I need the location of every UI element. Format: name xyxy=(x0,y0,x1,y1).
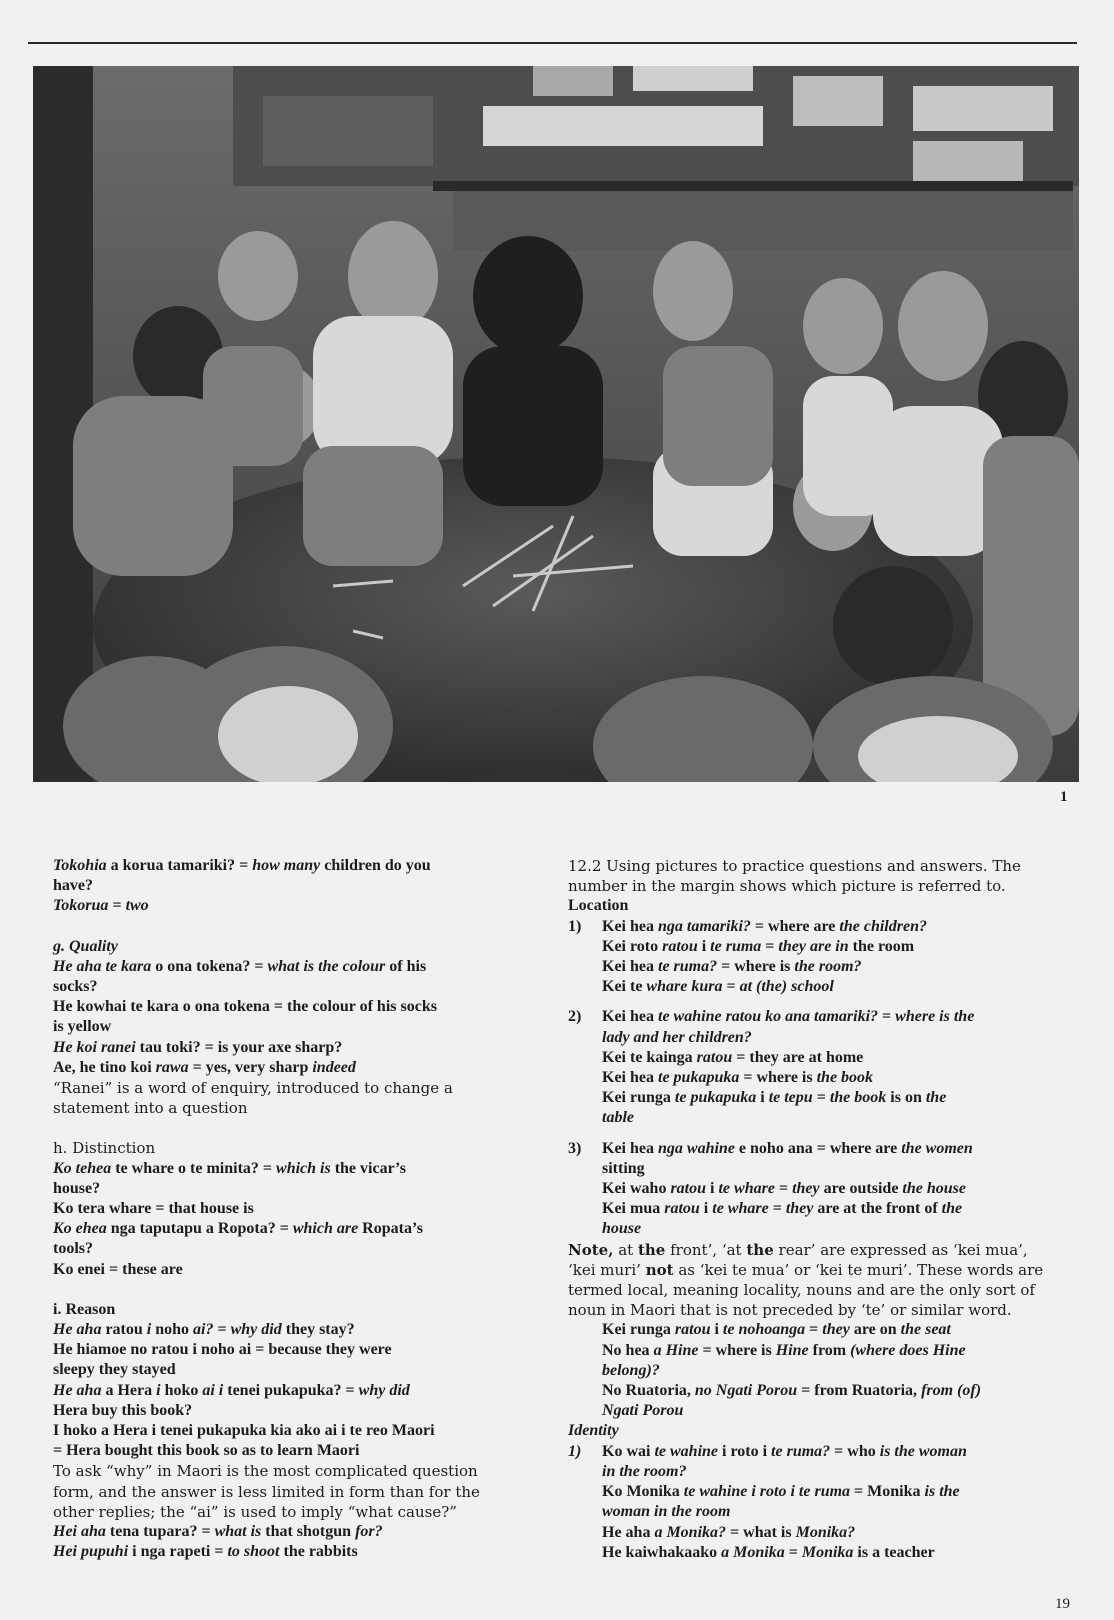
text-line: statement into a question xyxy=(53,1099,248,1118)
text-line: belong)? xyxy=(602,1361,660,1379)
text-line: Kei roto ratou i te ruma = they are in the room xyxy=(602,937,915,955)
text-line: woman in the room xyxy=(602,1503,731,1521)
text-line: house xyxy=(602,1220,642,1238)
text-line: Ae, he tino koi rawa = yes, very sharp indeed xyxy=(53,1058,356,1076)
text-line: He koi ranei tau toki? = is your axe sharp? xyxy=(53,1038,343,1056)
text-line: house? xyxy=(53,1179,101,1197)
text-line: Ko ehea nga taputapu a Ropota? = which are Ropata’s xyxy=(53,1220,423,1238)
text-line: Hei aha tena tupara? = what is that shotgun for? xyxy=(53,1523,383,1541)
photo-illustration xyxy=(33,66,1079,782)
text-line: He aha ratou i noho ai? = why did they stay? xyxy=(53,1321,355,1339)
left-column xyxy=(53,856,520,1563)
text-line: Kei hea te ruma? = where is the room? xyxy=(602,958,862,976)
text-line: Tokohia a korua tamariki? = how many children do you xyxy=(53,857,431,874)
numbered-item xyxy=(568,1007,1072,1128)
numbered-item xyxy=(568,1442,1072,1563)
text-line: He kowhai te kara o ona tokena = the colour of his socks xyxy=(53,998,437,1016)
text-line: noun in Maori that is not preceded by ‘te’ or similar word. xyxy=(568,1301,1012,1320)
top-rule xyxy=(28,42,1077,44)
text-line: socks? xyxy=(53,978,98,996)
text-line: I hoko a Hera i tenei pukapuka kia ako ai i te reo Maori xyxy=(53,1422,435,1440)
text-line: Kei te kainga ratou = they are at home xyxy=(602,1048,864,1066)
item-number: 1) xyxy=(568,1442,582,1460)
item-number: 3) xyxy=(568,1139,582,1157)
photo-number: 1 xyxy=(1060,789,1068,805)
text-line: Hera buy this book? xyxy=(53,1401,193,1419)
text-line: He aha te kara o ona tokena? = what is the colour of his xyxy=(53,957,427,975)
text-line: He hiamoe no ratou i noho ai = because they were xyxy=(53,1341,392,1359)
text-line: Kei te whare kura = at (the) school xyxy=(602,978,834,996)
text-line: in the room? xyxy=(602,1462,687,1480)
numbered-item xyxy=(568,1139,1072,1240)
item-number: 1) xyxy=(568,917,582,935)
text-line: “Ranei” is a word of enquiry, introduced to change a xyxy=(53,1079,453,1098)
text-line: other replies; the “ai” is used to imply “what cause?” xyxy=(53,1502,457,1521)
text-line: He aha a Monika? = what is Monika? xyxy=(602,1523,856,1541)
text-line: Kei runga ratou i te nohoanga = they are on the seat xyxy=(602,1321,951,1339)
text-line: Ko wai te wahine i roto i te ruma? = who is the woman xyxy=(602,1442,967,1460)
section-heading: h. Distinction xyxy=(53,1139,156,1158)
text-line: Ko enei = these are xyxy=(53,1260,183,1278)
text-line: Kei hea te wahine ratou ko ana tamariki? = where is the xyxy=(602,1008,975,1026)
text-line: No hea a Hine = where is Hine from (where does Hine xyxy=(602,1341,966,1359)
text-line: Kei hea nga tamariki? = where are the children? xyxy=(602,917,927,935)
text-line: Ko tehea te whare o te minita? = which is the vicar’s xyxy=(53,1159,406,1177)
page-number: 19 xyxy=(1055,1596,1070,1612)
text-line: Ko Monika te wahine i roto i te ruma = Monika is the xyxy=(602,1483,960,1501)
text-line: No Ruatoria, no Ngati Porou = from Ruatoria, from (of) xyxy=(602,1382,982,1400)
text-line: lady and her children? xyxy=(602,1028,752,1046)
text-line: Ngati Porou xyxy=(602,1402,684,1420)
text-line: Kei runga te pukapuka i te tepu = the book is on the xyxy=(602,1089,947,1107)
text-line: Hei pupuhi i nga rapeti = to shoot the rabbits xyxy=(53,1543,358,1561)
text-line: is yellow xyxy=(53,1018,112,1036)
text-line: = Hera bought this book so as to learn Maori xyxy=(53,1442,360,1460)
text-line: sitting xyxy=(602,1159,645,1177)
classroom-photo xyxy=(33,66,1079,782)
right-column xyxy=(568,856,1072,1563)
text-line: tools? xyxy=(53,1240,93,1258)
text-line: termed local, meaning locality, nouns and are the only sort of xyxy=(568,1281,1035,1300)
text-line: ‘kei muri’ not as ‘kei te mua’ or ‘kei te muri’. These words are xyxy=(568,1260,1044,1279)
text-line: sleepy they stayed xyxy=(53,1361,176,1379)
text-line: To ask “why” in Maori is the most complicated question xyxy=(53,1462,478,1481)
text-line: Note, at the front’, ‘at the rear’ are expressed as ‘kei mua’, xyxy=(568,1240,1028,1259)
text-line: have? xyxy=(53,877,93,895)
item-number: 2) xyxy=(568,1008,582,1026)
text-line: He kaiwhakaako a Monika = Monika is a teacher xyxy=(602,1543,935,1561)
text-line: Tokorua = two xyxy=(53,897,149,915)
text-line: number in the margin shows which picture is referred to. xyxy=(568,877,1006,896)
text-line: Kei waho ratou i te whare = they are outside the house xyxy=(602,1180,966,1198)
section-heading: i. Reason xyxy=(53,1300,116,1318)
text-line: Ko tera whare = that house is xyxy=(53,1200,254,1218)
section-heading: Identity xyxy=(568,1422,619,1440)
numbered-item xyxy=(568,917,1072,998)
text-line: form, and the answer is less limited in form than for the xyxy=(53,1482,480,1501)
text-line: Kei hea nga wahine e noho ana = where are the women xyxy=(602,1139,973,1157)
text-line: He aha a Hera i hoko ai i tenei pukapuka? = why did xyxy=(53,1381,410,1399)
text-line: Kei mua ratou i te whare = they are at the front of the xyxy=(602,1200,963,1218)
text-line: 12.2 Using pictures to practice questions and answers. The xyxy=(568,857,1021,875)
section-heading: g. Quality xyxy=(53,937,118,955)
text-line: Kei hea te pukapuka = where is the book xyxy=(602,1069,874,1087)
section-heading: Location xyxy=(568,897,629,915)
text-line: table xyxy=(602,1109,634,1127)
